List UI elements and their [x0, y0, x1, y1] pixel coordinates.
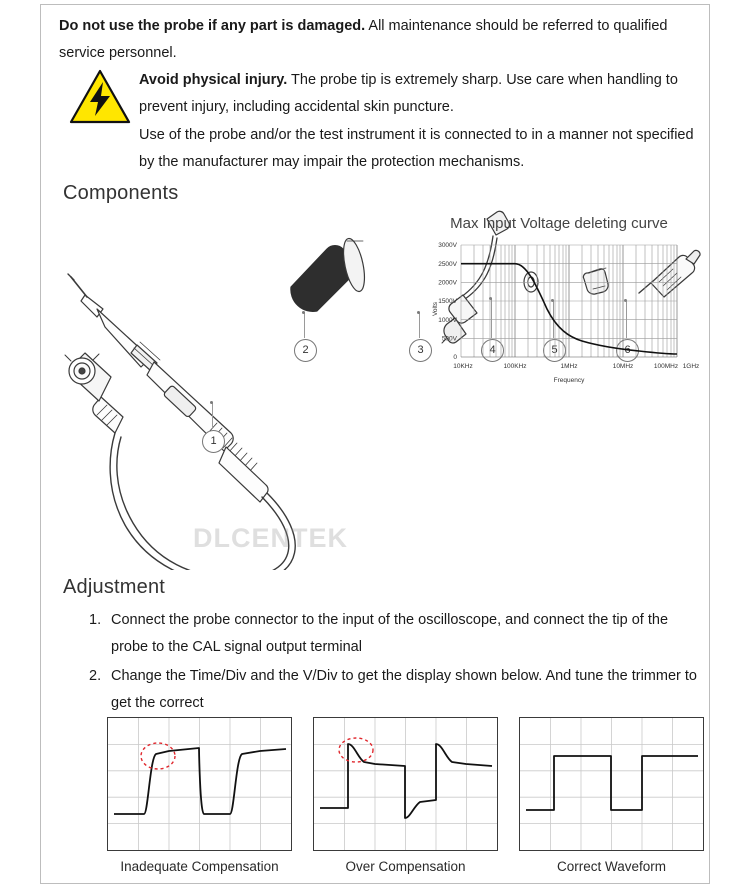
max-input-voltage-chart	[419, 215, 699, 395]
svg-text:3000V: 3000V	[438, 242, 457, 249]
chart-plot	[419, 237, 699, 395]
callout-5: 5	[543, 339, 566, 362]
callout-4: 4	[481, 339, 504, 362]
waveform-label-over: Over Compensation	[345, 859, 466, 874]
svg-text:2000V: 2000V	[438, 279, 457, 287]
callout-leader-2	[304, 313, 305, 338]
svg-text:1GHz: 1GHz	[682, 363, 699, 370]
callout-1: 1	[202, 430, 225, 453]
callout-dot-2	[302, 311, 305, 314]
adjustment-step-2	[89, 663, 699, 717]
svg-text:1000V: 1000V	[438, 317, 457, 324]
page-content	[41, 5, 711, 885]
step-number-2: 2.	[89, 668, 102, 684]
scope-inadequate-compensation	[107, 717, 292, 851]
high-voltage-warning-icon	[69, 69, 131, 125]
adjustment-heading: Adjustment	[63, 576, 166, 598]
watermark-logo	[193, 523, 348, 554]
scope-correct-waveform	[519, 717, 704, 851]
svg-text:1500V: 1500V	[438, 298, 457, 305]
warning-lead-text	[59, 13, 693, 67]
svg-text:Volts: Volts	[432, 301, 439, 317]
svg-text:100MHz: 100MHz	[653, 363, 679, 370]
svg-text:10KHz: 10KHz	[453, 363, 473, 370]
step-text-1: Connect the probe connector to the input of the oscilloscope, and connect the tip of the probe to the CAL signal output terminal	[111, 612, 669, 655]
warning-body	[139, 67, 695, 176]
callout-dot-1	[210, 401, 213, 404]
callout-2: 2	[294, 339, 317, 362]
step-text-2: Change the Time/Div and the V/Div to get the display shown below. And tune the trimmer to get the correct	[111, 668, 697, 711]
callout-3: 3	[409, 339, 432, 362]
warning-avoid-rest: The probe tip is extremely sharp. Use care when handling to prevent injury, including accidental skin puncture.	[139, 72, 678, 115]
adjustment-step-1	[89, 607, 699, 661]
svg-text:1MHz: 1MHz	[560, 363, 578, 370]
components-heading: Components	[63, 182, 179, 204]
waveform-label-inadequate: Inadequate Compensation	[120, 859, 279, 874]
waveform-panels	[41, 717, 711, 877]
callout-6: 6	[616, 339, 639, 362]
document-page	[40, 4, 710, 884]
svg-text:100KHz: 100KHz	[503, 363, 527, 370]
watermark-text: DLCENTEK	[193, 523, 348, 553]
scope-over-compensation	[313, 717, 498, 851]
warning-lead-bold: Do not use the probe if any part is damaged.	[59, 18, 366, 34]
warning-avoid-paragraph	[139, 67, 695, 121]
step-number-1: 1.	[89, 612, 102, 628]
warning-lead-rest: All maintenance should be referred to qualified service personnel.	[59, 18, 668, 61]
svg-text:500V: 500V	[441, 335, 457, 343]
svg-text:10MHz: 10MHz	[612, 363, 634, 370]
warning-second-paragraph: Use of the probe and/or the test instrument it is connected to in a manner not specified by the manufacturer may impair the protection mechanisms.	[139, 127, 694, 170]
svg-text:Frequency: Frequency	[553, 377, 585, 384]
chart-title: Max Input Voltage deleting curve	[450, 215, 668, 232]
waveform-label-correct: Correct Waveform	[556, 859, 666, 874]
callout-leader-1	[212, 403, 213, 429]
svg-text:0: 0	[453, 354, 457, 361]
svg-text:2500V: 2500V	[438, 261, 457, 268]
adjustment-steps	[89, 607, 699, 719]
warning-avoid-bold: Avoid physical injury.	[139, 72, 288, 88]
